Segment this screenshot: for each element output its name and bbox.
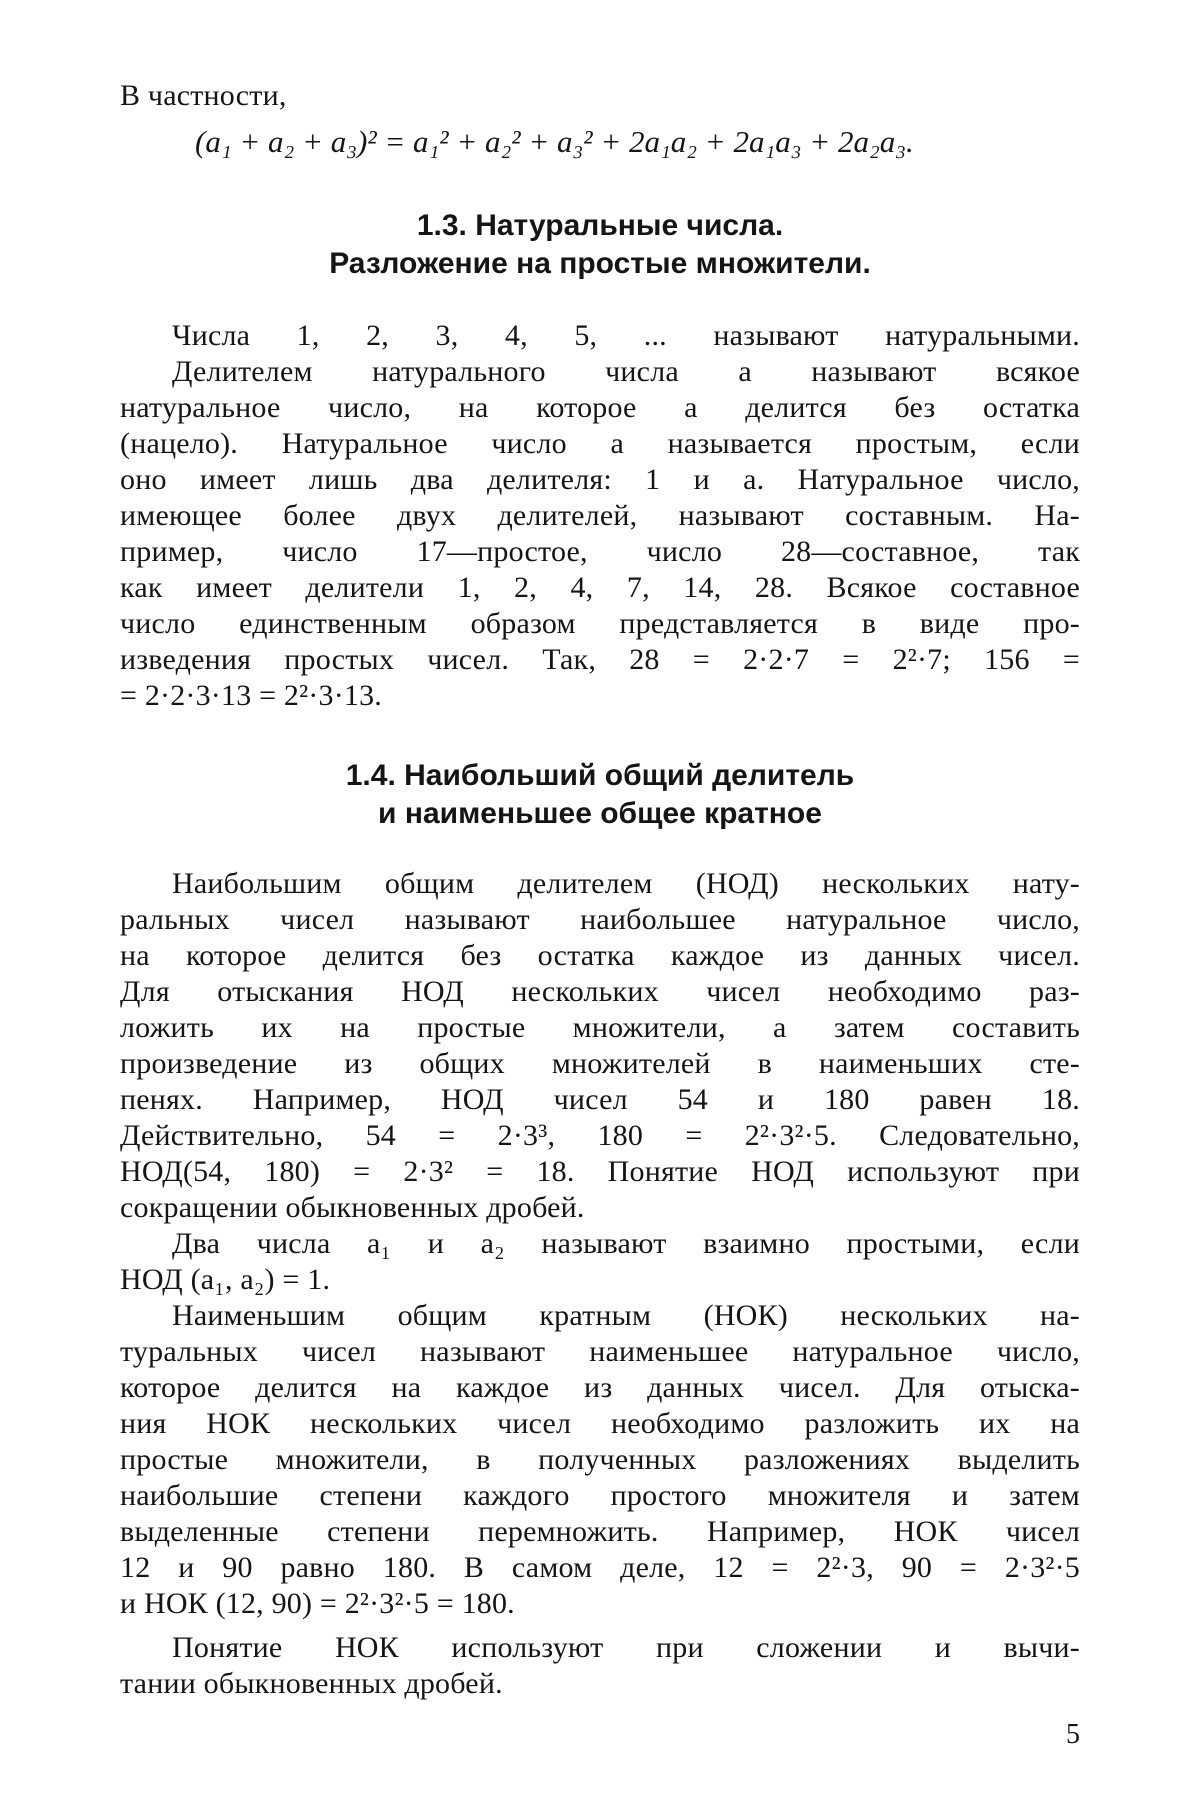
paragraph-line: выделенные степени перемножить. Например, НОК чисел [120, 1515, 1080, 1548]
paragraph-line: на которое делится без остатка каждое из данных чисел. [120, 939, 1080, 972]
paragraph-line: пенях. Например, НОД чисел 54 и 180 равен 18. [120, 1083, 1080, 1116]
paragraph-line: Действительно, 54 = 2·3³, 180 = 2²·3²·5. Следовательно, [120, 1119, 1080, 1152]
paragraph-line: и НОК (12, 90) = 2²·3²·5 = 180. [120, 1587, 515, 1620]
section-1-3-heading-line1: 1.3. Натуральные числа. [416, 209, 784, 242]
square-of-sum-formula: (a₁ + a₂ + a₃)² = a₁² + a₂² + a₃² + 2a₁a₂ + 2a₁a₃ + 2a₂a₃. [195, 124, 914, 159]
paragraph-line: пример, число 17—простое, число 28—составное, так [120, 535, 1080, 568]
paragraph-line: изведения простых чисел. Так, 28 = 2·2·7 = 2²·7; 156 = [120, 643, 1080, 676]
section-1-3-heading-line2: Разложение на простые множители. [329, 247, 871, 280]
paragraph-line: Понятие НОК используют при сложении и вычи- [172, 1631, 1080, 1664]
paragraph-line: НОД(54, 180) = 2·3² = 18. Понятие НОД используют при [120, 1155, 1080, 1188]
paragraph-line: ложить их на простые множители, а затем составить [120, 1011, 1080, 1044]
paragraph-line: простые множители, в полученных разложениях выделить [120, 1443, 1080, 1476]
paragraph-line: которое делится на каждое из данных чисел. Для отыска- [120, 1371, 1080, 1404]
page-number: 5 [1066, 1719, 1080, 1750]
paragraph-line: Числа 1, 2, 3, 4, 5, ... называют натуральными. [172, 319, 1080, 352]
paragraph-line: (нацело). Натуральное число a называется простым, если [120, 427, 1080, 460]
paragraph-line: Наибольшим общим делителем (НОД) нескольких нату- [172, 867, 1080, 900]
paragraph-line: ральных чисел называют наибольшее натуральное число, [120, 903, 1080, 936]
paragraph-line: НОД (a₁, a₂) = 1. [120, 1263, 331, 1296]
paragraph-line: оно имеет лишь два делителя: 1 и a. Натуральное число, [120, 463, 1080, 496]
paragraph-line: натуральное число, на которое a делится без остатка [120, 391, 1080, 424]
paragraph-line: Для отыскания НОД нескольких чисел необходимо раз- [120, 975, 1080, 1008]
paragraph-line: Два числа a₁ и a₂ называют взаимно простыми, если [172, 1227, 1080, 1260]
paragraph-line: Наименьшим общим кратным (НОК) нескольких на- [172, 1299, 1080, 1332]
paragraph-line: сокращении обыкновенных дробей. [120, 1191, 585, 1224]
paragraph-line: ния НОК нескольких чисел необходимо разложить их на [120, 1407, 1080, 1440]
intro-text: В частности, [120, 79, 287, 112]
paragraph-line: = 2·2·3·13 = 2²·3·13. [120, 679, 382, 712]
paragraph-line: число единственным образом представляется в виде про- [120, 607, 1080, 640]
paragraph-line: туральных чисел называют наименьшее натуральное число, [120, 1335, 1080, 1368]
section-1-4-heading-line1: 1.4. Наибольший общий делитель [345, 759, 855, 792]
paragraph-line: имеющее более двух делителей, называют составным. На- [120, 499, 1080, 532]
paragraph-line: 12 и 90 равно 180. В самом деле, 12 = 2²·3, 90 = 2·3²·5 [120, 1551, 1080, 1584]
section-1-4-heading-line2: и наименьшее общее кратное [378, 797, 822, 830]
paragraph-line: как имеет делители 1, 2, 4, 7, 14, 28. Всякое составное [120, 571, 1080, 604]
paragraph-line: Делителем натурального числа a называют всякое [172, 355, 1080, 388]
paragraph-line: тании обыкновенных дробей. [120, 1667, 503, 1700]
paragraph-line: наибольшие степени каждого простого множителя и затем [120, 1479, 1080, 1512]
paragraph-line: произведение из общих множителей в наименьших сте- [120, 1047, 1080, 1080]
